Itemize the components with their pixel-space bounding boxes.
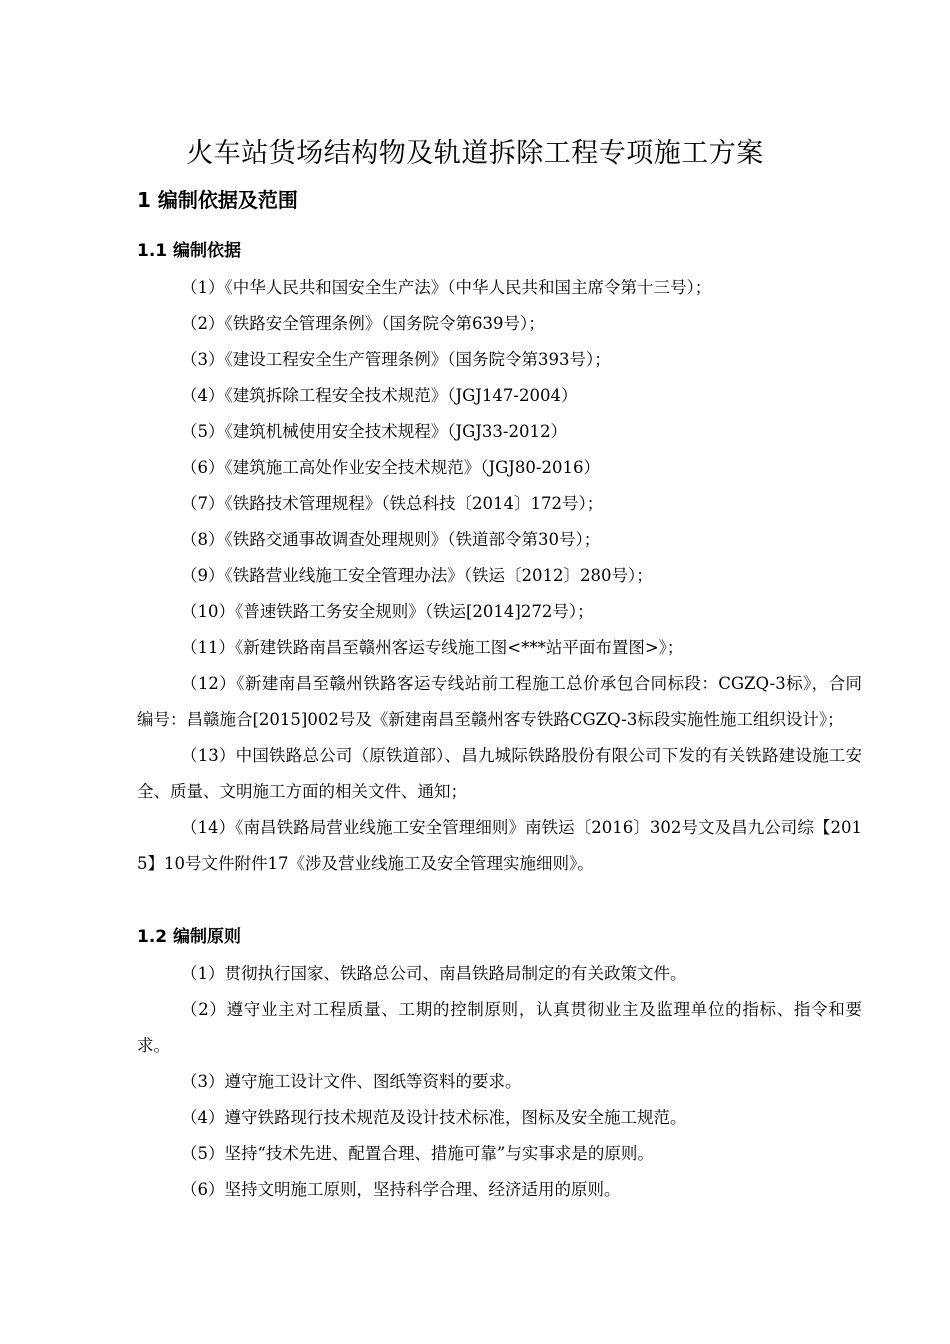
list-item: （3）《建设工程安全生产管理条例》（国务院令第393号）； <box>181 350 611 369</box>
list-item: （14）《南昌铁路局营业线施工安全管理细则》南铁运〔2016〕302号文及昌九公司综【2015】10号文件附件17《涉及营业线施工及安全管理实施细则》。 <box>137 818 862 873</box>
list-item: （9）《铁路营业线施工安全管理办法》（铁运〔2012〕280号）； <box>181 566 653 585</box>
compilation-basis-list <box>137 270 862 882</box>
section-1-heading: 1 编制依据及范围 <box>137 188 298 212</box>
list-item: （6）坚持文明施工原则，坚持科学合理、经济适用的原则。 <box>181 1180 621 1199</box>
list-item: （7）《铁路技术管理规程》（铁总科技〔2014〕172号）； <box>181 494 604 513</box>
compilation-principles-list <box>137 956 862 1208</box>
section-1-2-heading: 1.2 编制原则 <box>137 927 242 947</box>
document-title: 火车站货场结构物及轨道拆除工程专项施工方案 <box>186 138 764 169</box>
section-1-1-heading: 1.1 编制依据 <box>137 241 242 261</box>
list-item: （8）《铁路交通事故调查处理规则》（铁道部令第30号）； <box>181 530 601 549</box>
list-item: （13）中国铁路总公司（原铁道部）、昌九城际铁路股份有限公司下发的有关铁路建设施工安全、质量、文明施工方面的相关文件、通知； <box>137 746 862 801</box>
list-item: （4）遵守铁路现行技术规范及设计技术标准，图标及安全施工规范。 <box>181 1108 687 1127</box>
list-item: （1）贯彻执行国家、铁路总公司、南昌铁路局制定的有关政策文件。 <box>181 964 687 983</box>
list-item: （4）《建筑拆除工程安全技术规范》（JGJ147-2004） <box>181 386 578 405</box>
list-item: （3）遵守施工设计文件、图纸等资料的要求。 <box>181 1072 522 1091</box>
list-item: （12）《新建南昌至赣州铁路客运专线站前工程施工总价承包合同标段：CGZQ-3标》，合同编号：昌赣施合[2015]002号及《新建南昌至赣州客专铁路CGZQ-3标段实施性施工组织设计》； <box>137 674 862 729</box>
list-item: （10）《普速铁路工务安全规则》（铁运[2014]272号）； <box>181 602 594 621</box>
list-item: （1）《中华人民共和国安全生产法》（中华人民共和国主席令第十三号）； <box>181 278 712 297</box>
list-item: （2）《铁路安全管理条例》（国务院令第639号）； <box>181 314 545 333</box>
list-item: （6）《建筑施工高处作业安全技术规范》（JGJ80-2016） <box>181 458 600 477</box>
list-item: （11）《新建铁路南昌至赣州客运专线施工图<***站平面布置图>》； <box>181 638 684 657</box>
list-item: （5）坚持“技术先进、配置合理、措施可靠”与实事求是的原则。 <box>181 1144 654 1163</box>
list-item: （2）遵守业主对工程质量、工期的控制原则，认真贯彻业主及监理单位的指标、指令和要求。 <box>137 1000 862 1055</box>
list-item: （5）《建筑机械使用安全技术规程》（JGJ33-2012） <box>181 422 567 441</box>
